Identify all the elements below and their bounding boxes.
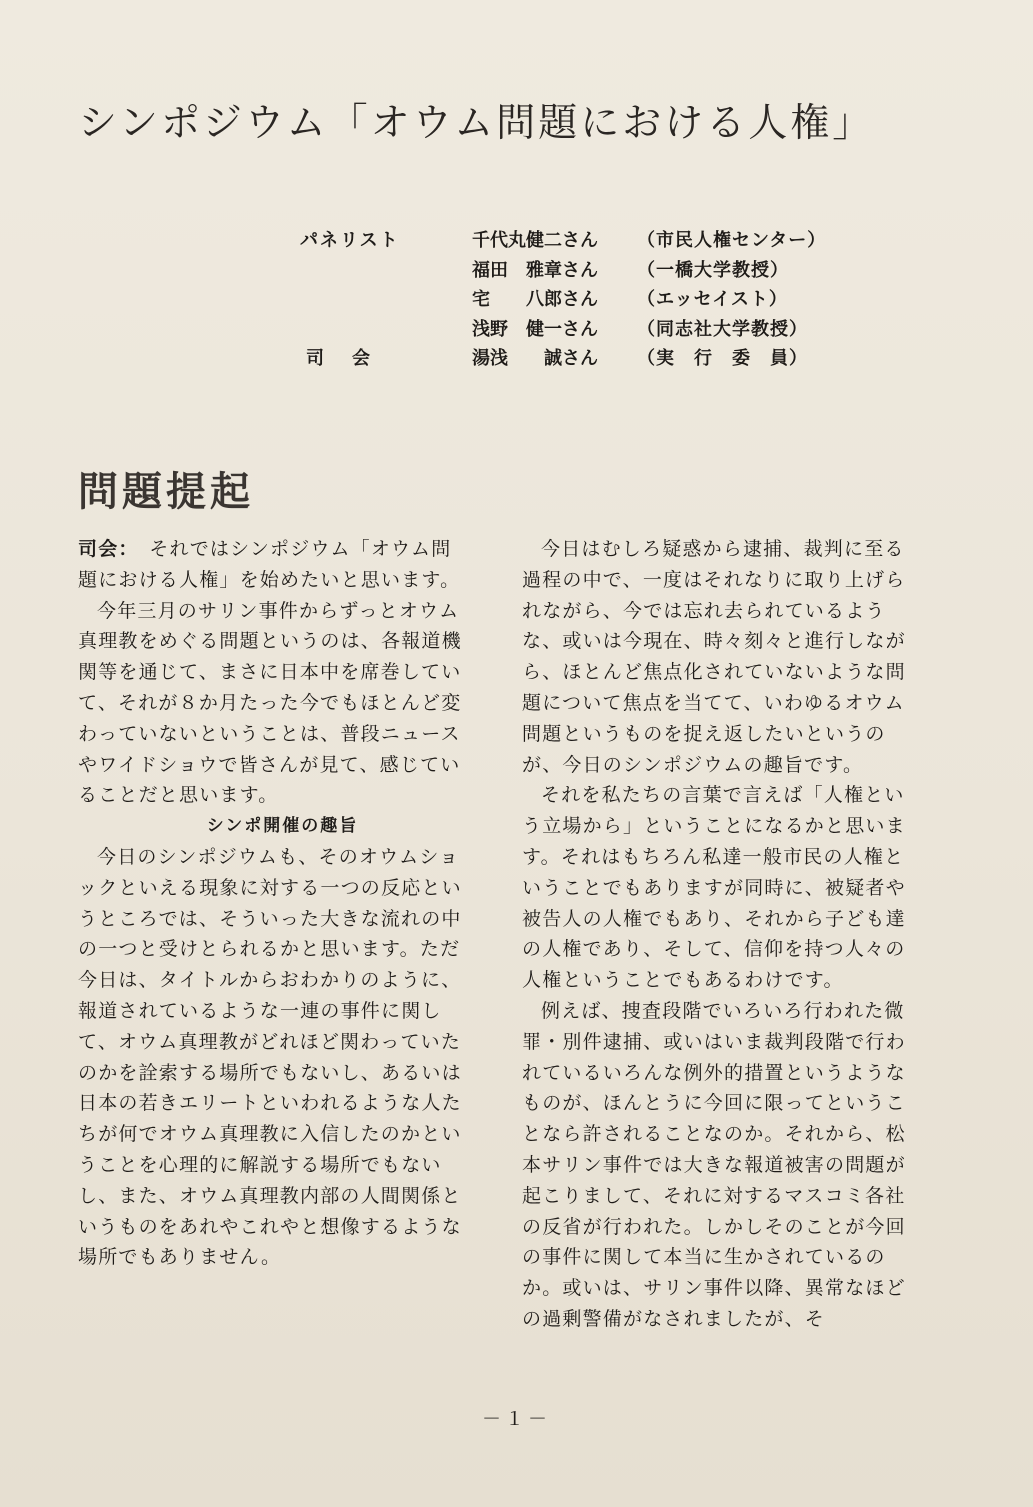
paragraph: 今日のシンポジウムも、そのオウムショックといえる現象に対する一つの反応というところでは、そういった大きな流れの中の一つと受けとられるかと思います。ただ今日は、タイトルからおわかりのように、報道されているような一連の事件に関して、オウム真理教がどれほど関わっていたのかを詮索する場所でもないし、あるいは日本の若きエリートといわれるような人たちが何でオウム真理教に入信したのかということを心理的に解説する場所でもないし、また、オウム真理教内部の人間関係というものをあれやこれやと想像するような場所でもありません。	[78, 845, 462, 1269]
panelist-name: 浅野 健一さん	[472, 318, 598, 340]
panelist-name: 宅 八郎さん	[472, 289, 598, 310]
panelist-role	[300, 256, 472, 286]
panelist-affiliation: （実 行 委 員）	[637, 348, 808, 369]
panelist-name: 福田 雅章さん	[472, 259, 598, 281]
paragraph	[78, 534, 470, 596]
panelist-row	[300, 285, 920, 315]
page-title: シンポジウム「オウム問題における人権」	[78, 101, 875, 146]
panelist-affiliation: （同志社大学教授）	[637, 318, 808, 340]
panelist-name: 湯浅 誠さん	[472, 348, 598, 369]
panelist-row	[300, 315, 920, 345]
panelist-row	[300, 256, 920, 286]
speaker-label: 司会：	[78, 538, 130, 560]
paragraph: 例えば、捜査段階でいろいろ行われた微罪・別件逮捕、或いはいま裁判段階で行われているいろんな例外的措置というようなものが、ほんとうに今回に限ってということなら許されることなのか。それから、松本サリン事件では大きな報道被害の問題が起こりまして、それに対するマスコミ各社の反省が行われた。しかしそのことが今回の事件に関して本当に生かされているのか。或いは、サリン事件以降、異常なほどの過剰警備がなされましたが、そ	[522, 999, 906, 1330]
panelist-list	[300, 226, 920, 374]
panelist-row	[300, 226, 920, 256]
paragraph: 今年三月のサリン事件からずっとオウム真理教をめぐる問題というのは、各報道機関等を通じて、まさに日本中を席巻していて、それが８か月たった今でもほとんど変わっていないということは、普段ニュースやワイドショウで皆さんが見て、感じていることだと思います。	[78, 599, 462, 807]
panelist-role	[300, 315, 472, 345]
paragraph: それを私たちの言葉で言えば「人権という立場から」ということになるかと思います。それはもちろん私達一般市民の人権ということでもありますが同時に、被疑者や被告人の人権でもあり、それから子ども達の人権であり、そして、信仰を持つ人々の人権ということでもあるわけです。	[522, 784, 906, 992]
left-column	[78, 534, 470, 1273]
page-number: －１－	[481, 1408, 551, 1430]
right-column	[522, 534, 914, 1335]
panelist-row	[300, 344, 920, 374]
paragraph-text: それではシンポジウム「オウム問題における人権」を始めたいと思います。	[78, 538, 461, 591]
panelist-role: パネリスト	[300, 230, 400, 251]
panelist-role	[300, 285, 472, 315]
paragraph: 今日はむしろ疑惑から逮捕、裁判に至る過程の中で、一度はそれなりに取り上げられながら、今では忘れ去られているような、或いは今現在、時々刻々と進行しながら、ほとんど焦点化されていないような問題について焦点を当てて、いわゆるオウム問題というものを捉え返したいというのが、今日のシンポジウムの趣旨です。	[522, 538, 906, 776]
panelist-affiliation: （エッセイスト）	[637, 289, 788, 310]
panelist-affiliation: （市民人権センター）	[637, 230, 827, 251]
panelist-affiliation: （一橋大学教授）	[637, 259, 789, 281]
moderator-role: 司会	[306, 348, 398, 369]
panelist-name: 千代丸健二さん	[472, 230, 598, 251]
section-heading: 問題提起	[78, 469, 254, 515]
subheading: シンポ開催の趣旨	[206, 816, 359, 837]
